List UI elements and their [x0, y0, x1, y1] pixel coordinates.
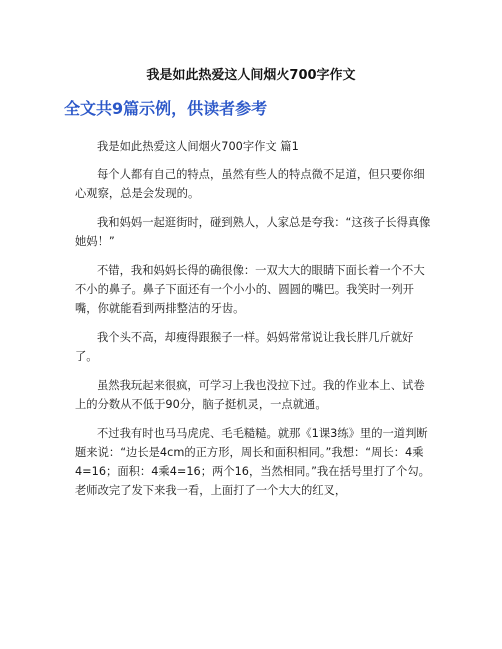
paragraph: 每个人都有自己的特点，虽然有些人的特点微不足道，但只要你细心观察，总是会发现的。: [75, 168, 425, 200]
paragraph: 我和妈妈一起逛街时，碰到熟人，人家总是夸我：“这孩子长得真像她妈！”: [75, 216, 431, 248]
paragraph: 我个头不高，却瘦得跟猴子一样。妈妈常常说让我长胖几斤就好了。: [75, 331, 414, 363]
sample-count-banner: 全文共9篇示例，供读者参考: [64, 99, 268, 118]
paragraph: 不过我有时也马马虎虎、毛毛糙糙。就那《1课3练》里的一道判断题来说：“边长是4cm的正方形，周长和面积相同。”我想：“周长：4乘4=16；面积：4乘4=16；两个16，当然相同。”我在括号里打了个勾。老师改完了发下来我一看，上面打了一个大大的红叉，: [75, 427, 430, 497]
document-title: 我是如此热爱这人间烟火700字作文: [146, 68, 356, 83]
paragraph: 不错，我和妈妈长得的确很像：一双大大的眼睛下面长着一个不大不小的鼻子。鼻子下面还有一个小小的、圆圆的嘴巴。我笑时一列开嘴，你就能看到两排整洁的牙齿。: [75, 264, 425, 315]
essay-body: [75, 137, 431, 510]
essay-subtitle: 我是如此热爱这人间烟火700字作文 篇1: [97, 140, 299, 153]
paragraph: 虽然我玩起来很疯，可学习上我也没拉下过。我的作业本上、试卷上的分数从不低于90分，脑子挺机灵，一点就通。: [75, 379, 425, 411]
